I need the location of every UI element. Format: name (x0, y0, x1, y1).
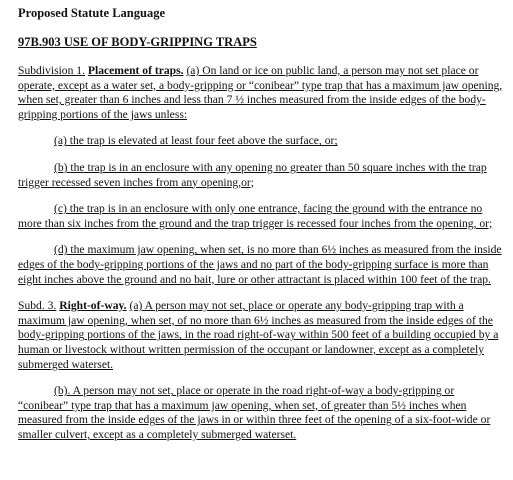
clause-a-text: (a) the trap is elevated at least four feet above the surface, or; (54, 134, 338, 148)
subdivision-1-text: (a) On land or ice on public land, a person may not set place or operate, except as a water set, a body-gripping or “conibear” type trap that has a maximum jaw opening, when set, greater than 6 inches and less than 7 ½ inches measured from the inside edges of the body-gripping portions of the jaws unless: (18, 64, 503, 121)
clause-a (18, 134, 505, 149)
subdivision-3-title: Right-of-way. (59, 299, 127, 313)
subdivision-3-paragraph (18, 299, 505, 372)
clause-d-text: (d) the maximum jaw opening, when set, is no more than 6½ inches as measured from the inside edges of the body-gripping portions of the jaws and no part of the body-gripping surface is more than eight inches above the ground and no bait, lure or other attractant is placed within 100 feet of the trap. (18, 243, 502, 286)
clause-b (18, 161, 505, 190)
subdivision-1-title: Placement of traps. (87, 64, 184, 77)
document-heading: Proposed Statute Language (18, 6, 166, 20)
subdivision-1-label: Subdivision 1. (18, 64, 85, 77)
clause-b-text: (b) the trap is in an enclosure with any opening no greater than 50 square inches with the trap trigger recessed seven inches from any opening,or; (18, 160, 487, 189)
clause-c (18, 202, 505, 231)
subdivision-3-text-b: (b). A person may not set, place or operate in the road right-of-way a body-gripping or “conibear” type trap that has a maximum jaw opening, when set, of greater than 5½ inches when measured from the inside edges of the jaws in or within three feet of the opening of a six-foot-wide or smaller culvert, except as a completely submerged waterset. (18, 384, 491, 441)
clause-d (18, 243, 505, 287)
subdivision-3-label: Subd. 3. (18, 299, 57, 313)
clause-c-text: (c) the trap is in an enclosure with only one entrance, facing the ground with the entrance no more than six inches from the ground and the trap trigger is recessed four inches from the opening, or; (18, 202, 493, 230)
section-title: 97B.903 USE OF BODY-GRIPPING TRAPS (18, 35, 257, 49)
subdivision-1-paragraph (18, 64, 505, 122)
subdivision-3-paragraph-b (18, 384, 505, 442)
subdivision-3-text-a: (a) A person may not set, place or operate any body-gripping trap with a maximum jaw opening, when set, of no more than 6½ inches as measured from the inside edges of the body-gripping portions of the jaws, in the road right-of-way within 500 feet of a building occupied by a human or livestock without written permission of the occupant or landowner, except as a completely submerged waterset. (18, 299, 499, 371)
